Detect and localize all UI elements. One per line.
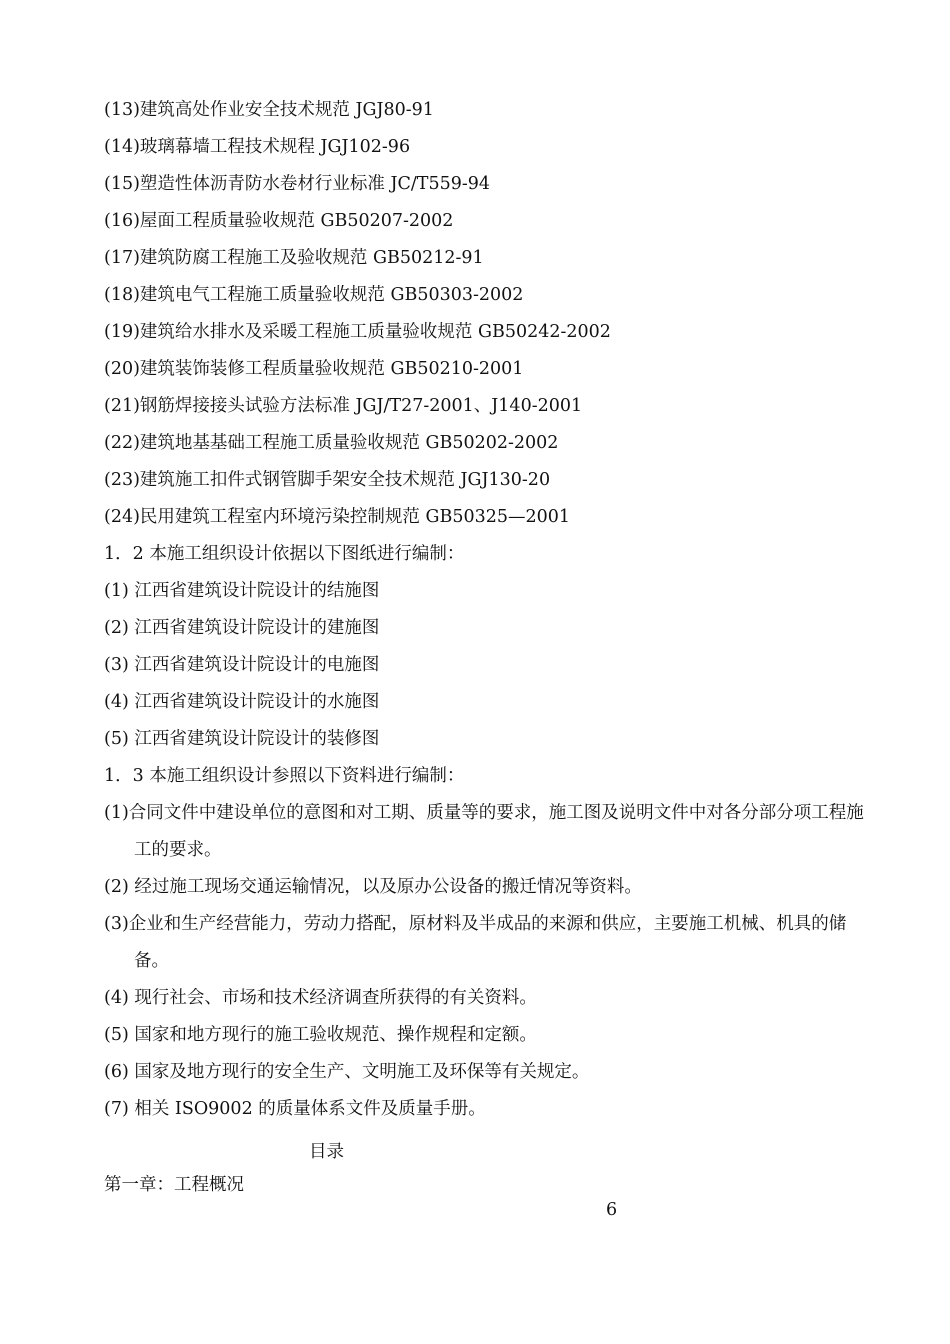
standard-item-22: (22)建筑地基基础工程施工质量验收规范 GB50202-2002: [104, 433, 559, 453]
standard-item-20: (20)建筑装饰装修工程质量验收规范 GB50210-2001: [104, 359, 524, 379]
drawing-item-1: (1) 江西省建筑设计院设计的结施图: [104, 581, 380, 601]
standard-item-14: (14)玻璃幕墙工程技术规程 JGJ102-96: [104, 137, 411, 157]
standard-item-19: (19)建筑给水排水及采暖工程施工质量验收规范 GB50242-2002: [104, 322, 611, 342]
reference-item-5: (5) 国家和地方现行的施工验收规范、操作规程和定额。: [104, 1025, 537, 1045]
references-heading: 1．3 本施工组织设计参照以下资料进行编制：: [104, 766, 465, 786]
standard-item-16: (16)屋面工程质量验收规范 GB50207-2002: [104, 211, 454, 231]
toc-title: 目录: [309, 1142, 344, 1162]
standard-item-17: (17)建筑防腐工程施工及验收规范 GB50212-91: [104, 248, 484, 268]
page-number: 6: [606, 1200, 618, 1220]
reference-item-6: (6) 国家及地方现行的安全生产、文明施工及环保等有关规定。: [104, 1062, 590, 1082]
reference-item-4: (4) 现行社会、市场和技术经济调查所获得的有关资料。: [104, 988, 537, 1008]
reference-item-2: (2) 经过施工现场交通运输情况，以及原办公设备的搬迁情况等资料。: [104, 877, 642, 897]
content-list: [104, 92, 864, 1128]
reference-item-3: (3)企业和生产经营能力，劳动力搭配，原材料及半成品的来源和供应，主要施工机械、机具的储备。: [104, 914, 847, 971]
standard-item-15: (15)塑造性体沥青防水卷材行业标准 JC/T559-94: [104, 174, 491, 194]
standard-item-23: (23)建筑施工扣件式钢管脚手架安全技术规范 JGJ130-20: [104, 470, 551, 490]
toc-chapter-one: 第一章：工程概况: [104, 1175, 244, 1195]
drawing-item-2: (2) 江西省建筑设计院设计的建施图: [104, 618, 380, 638]
standard-item-18: (18)建筑电气工程施工质量验收规范 GB50303-2002: [104, 285, 524, 305]
standard-item-24: (24)民用建筑工程室内环境污染控制规范 GB50325—2001: [104, 507, 571, 527]
standard-item-13: (13)建筑高处作业安全技术规范 JGJ80-91: [104, 100, 434, 120]
drawing-item-3: (3) 江西省建筑设计院设计的电施图: [104, 655, 380, 675]
drawing-item-4: (4) 江西省建筑设计院设计的水施图: [104, 692, 380, 712]
reference-item-7: (7) 相关 ISO9002 的质量体系文件及质量手册。: [104, 1099, 486, 1119]
drawings-heading: 1．2 本施工组织设计依据以下图纸进行编制：: [104, 544, 465, 564]
drawing-item-5: (5) 江西省建筑设计院设计的装修图: [104, 729, 380, 749]
standard-item-21: (21)钢筋焊接接头试验方法标准 JGJ/T27-2001、J140-2001: [104, 396, 583, 416]
reference-item-1: (1)合同文件中建设单位的意图和对工期、质量等的要求，施工图及说明文件中对各分部分项工程施工的要求。: [104, 803, 864, 860]
